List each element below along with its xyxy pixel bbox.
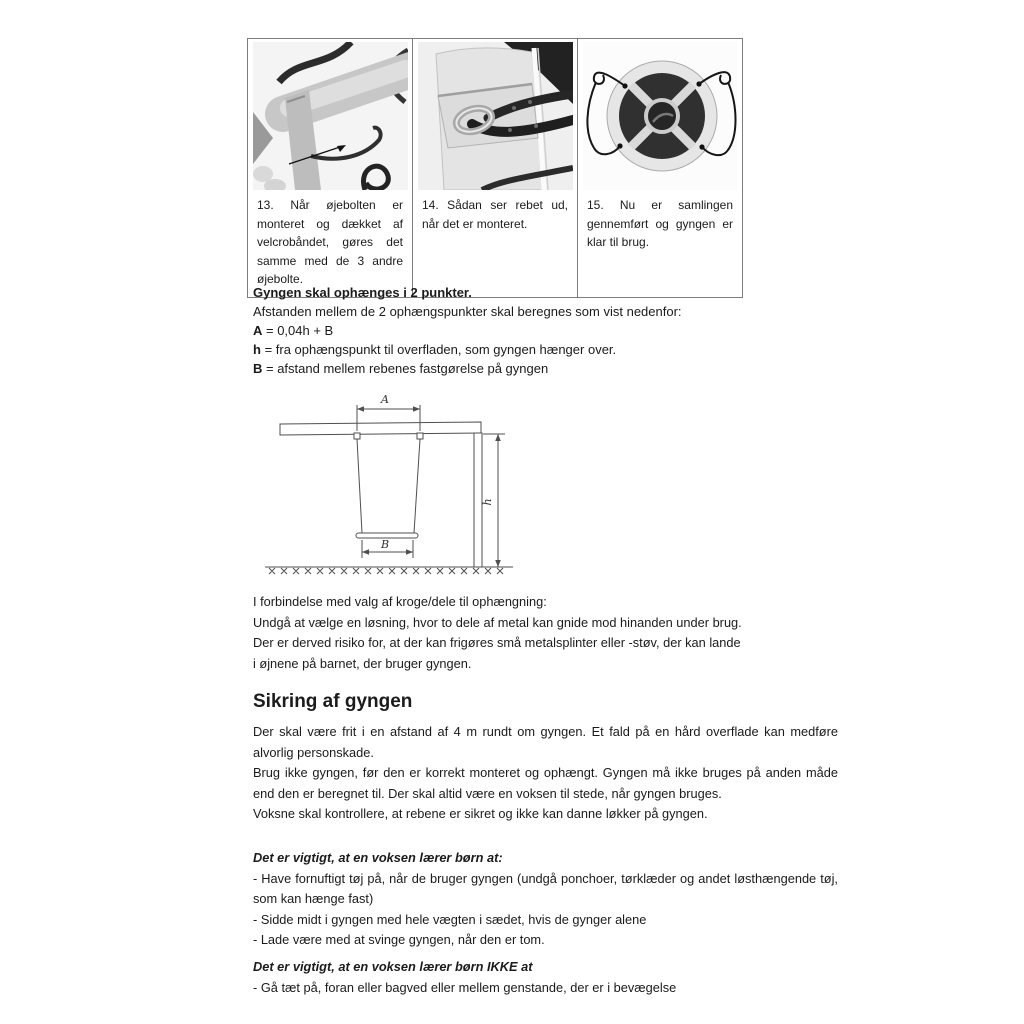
hooks-section (253, 592, 743, 674)
hanging-heading: Gyngen skal ophænges i 2 punkter. (253, 285, 472, 300)
dimension-label-a: A (381, 393, 389, 406)
step-13-caption: 13. Når øjebolten er monteret og dækket af velcrobåndet, gøres det samme med de 3 andre øjebolte. (257, 198, 403, 286)
step-15-cell (578, 39, 743, 298)
formula-line-b (253, 359, 682, 378)
hanging-intro: Afstanden mellem de 2 ophængspunkter skal beregnes som vist nedenfor: (253, 304, 682, 319)
teach-list-item: - Gå tæt på, foran eller bagved eller mellem genstande, der er i bevægelse (253, 979, 677, 995)
formula-rest: = afstand mellem rebenes fastgørelse på gyngen (262, 361, 549, 376)
dimension-label-h: h (481, 498, 494, 506)
step-15-caption: 15. Nu er samlingen gennemført og gyngen er klar til brug. (587, 198, 733, 249)
formula-term: h (253, 342, 261, 357)
teach-not-heading-emphasis: IKKE at (486, 959, 533, 974)
teach-not-heading (253, 957, 838, 978)
formula-term: B (253, 361, 263, 376)
hanging-section (253, 283, 682, 378)
step-13-cell (248, 39, 413, 298)
securing-paragraph: Voksne skal kontrollere, at rebene er sikret og ikke kan danne løkker på gyngen. (253, 806, 708, 821)
assembly-steps-table (247, 38, 743, 298)
teach-heading: Det er vigtigt, at en voksen lærer børn at: (253, 850, 503, 865)
step-14-caption: 14. Sådan ser rebet ud, når det er monteret. (422, 198, 568, 231)
teach-list-item: - Have fornuftigt tøj på, når de bruger gyngen (undgå ponchoer, tørklæder og andet løsthængende tøj, som kan hænge fast) (253, 870, 838, 906)
teach-not-section (253, 957, 838, 998)
eyebolt-covered-by-velcro-photo (253, 42, 408, 190)
formula-rest: = fra ophængspunkt til overfladen, som gyngen hænger over. (260, 342, 617, 357)
formula-rest: = 0,04h + B (262, 323, 334, 338)
swing-dimension-diagram (255, 390, 515, 580)
teach-list-item: - Sidde midt i gyngen med hele vægten i sædet, hvis de gynger alene (253, 911, 647, 927)
dimension-label-b: B (380, 538, 390, 551)
step-14-cell (413, 39, 578, 298)
securing-section (253, 722, 838, 825)
teach-list-item: - Lade være med at svinge gyngen, når den er tom. (253, 932, 545, 947)
finished-swing-photo (583, 42, 738, 190)
hooks-intro: I forbindelse med valg af kroge/dele til ophængning: (253, 594, 547, 609)
mounted-rope-photo (418, 42, 573, 190)
step-15-photo (581, 42, 739, 190)
formula-line-a (253, 321, 682, 340)
table-row (248, 39, 743, 298)
formula-line-h (253, 340, 682, 359)
securing-paragraph: Der skal være frit i en afstand af 4 m rundt om gyngen. Et fald på en hård overflade kan medføre alvorlig personskade. (253, 724, 838, 760)
teach-not-heading-prefix: Det er vigtigt, at en voksen lærer børn (253, 959, 487, 974)
step-13-photo (251, 42, 409, 190)
formula-term: A (253, 323, 263, 338)
step-14-photo (416, 42, 574, 190)
hooks-body: Undgå at vælge en løsning, hvor to dele af metal kan gnide mod hinanden under brug. Der er derved risiko for, at der kan frigøres små metalsplinter eller -støv, der kan lande i øjnene på barnet, der bruger gyngen. (253, 614, 742, 671)
securing-heading: Sikring af gyngen (253, 691, 413, 712)
securing-paragraph: Brug ikke gyngen, før den er korrekt monteret og ophængt. Gyngen må ikke bruges på anden måde end den er beregnet til. Der skal altid være en voksen til stede, når gyngen bruges. (253, 765, 838, 801)
teach-section (253, 848, 838, 951)
